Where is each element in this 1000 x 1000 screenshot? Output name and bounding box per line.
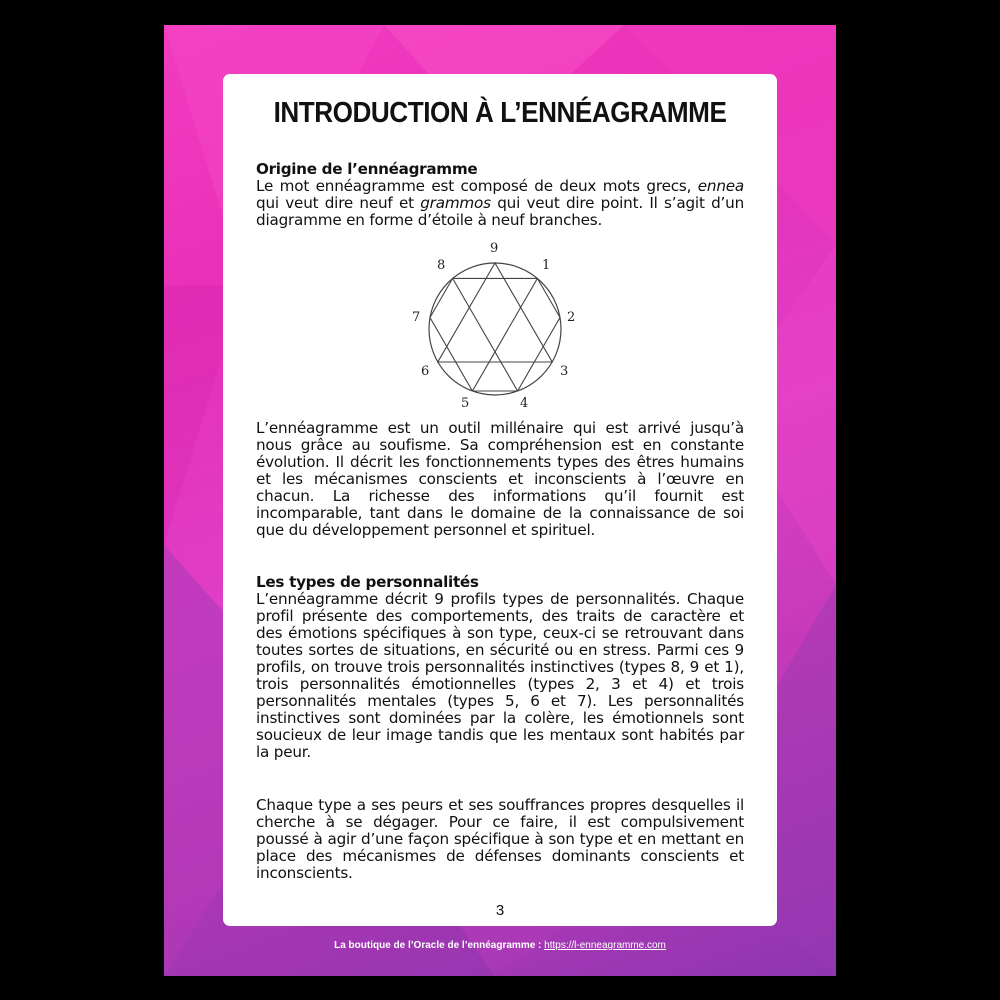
enneagram-diagram	[403, 234, 593, 409]
enneagram-label-3: 3	[560, 364, 569, 379]
origin-text-b: qui veut dire neuf et	[256, 194, 421, 212]
enneagram-label-4: 4	[520, 396, 529, 409]
enneagram-label-2: 2	[567, 310, 576, 325]
page-number: 3	[495, 902, 505, 919]
section-heading-origin: Origine de l’ennéagramme	[256, 160, 478, 178]
enneagram-circle	[429, 263, 561, 395]
footer	[164, 940, 836, 951]
section-personality-types	[256, 574, 744, 761]
enneagram-label-7: 7	[412, 310, 421, 325]
origin-word-grammos: grammos	[420, 194, 491, 212]
origin-text-c: qui veut dire point. Il s’agit d’un diagramme en forme d’étoile à neuf branches.	[256, 194, 744, 229]
section-fears	[256, 797, 744, 882]
enneagram-label-5: 5	[461, 396, 470, 409]
document-sheet	[164, 25, 836, 976]
section-description	[256, 420, 744, 539]
types-paragraph: L’ennéagramme décrit 9 profils types de personnalités. Chaque profil présente des comportements, des traits de caractère et des émotions spécifiques à son type, ceux-ci se retrouvant dans toutes sortes de situations, en sécurité ou en stress. Parmi ces 9 profils, on trouve trois personnalités instinctives (types 8, 9 et 1), trois personnalités émotionnelles (types 2, 3 et 4) et trois personnalités mentales (types 5, 6 et 7). Les personnalités instinctives sont dominées par la colère, les émotionnels sont soucieux de leur image tandis que les mentaux sont habités par la peur.	[256, 590, 744, 761]
enneagram-hexad	[430, 278, 560, 391]
content-card	[223, 74, 777, 926]
section-heading-types: Les types de personnalités	[256, 573, 479, 591]
footer-link[interactable]: https://l-enneagramme.com	[544, 940, 666, 951]
description-paragraph: L’ennéagramme est un outil millénaire qui est arrivé jusqu’à nous grâce au soufisme. Sa compréhension est en constante évolution. Il décrit les fonctionnements types des êtres humains et les mécanismes conscients et inconscients à l’œuvre en chacun. La richesse des informations qu’il fournit est incomparable, tant dans le domaine de la connaissance de soi que du développement personnel et spirituel.	[256, 419, 744, 539]
origin-word-ennea: ennea	[697, 177, 744, 195]
footer-label: La boutique de l’Oracle de l’ennéagramme :	[334, 940, 545, 951]
enneagram-label-1: 1	[542, 258, 551, 273]
origin-text-a: Le mot ennéagramme est composé de deux mots grecs,	[256, 177, 698, 195]
section-origin	[256, 161, 744, 229]
enneagram-label-6: 6	[421, 364, 430, 379]
fears-paragraph: Chaque type a ses peurs et ses souffrances propres desquelles il cherche à se dégager. Pour ce faire, il est compulsivement poussé à agir d’une façon spécifique à son type et en mettant en place des mécanismes de défenses dominants conscients et inconscients.	[256, 796, 744, 882]
page-title: INTRODUCTION À L’ENNÉAGRAMME	[273, 97, 727, 129]
enneagram-label-9: 9	[490, 241, 499, 256]
enneagram-label-8: 8	[437, 258, 446, 273]
